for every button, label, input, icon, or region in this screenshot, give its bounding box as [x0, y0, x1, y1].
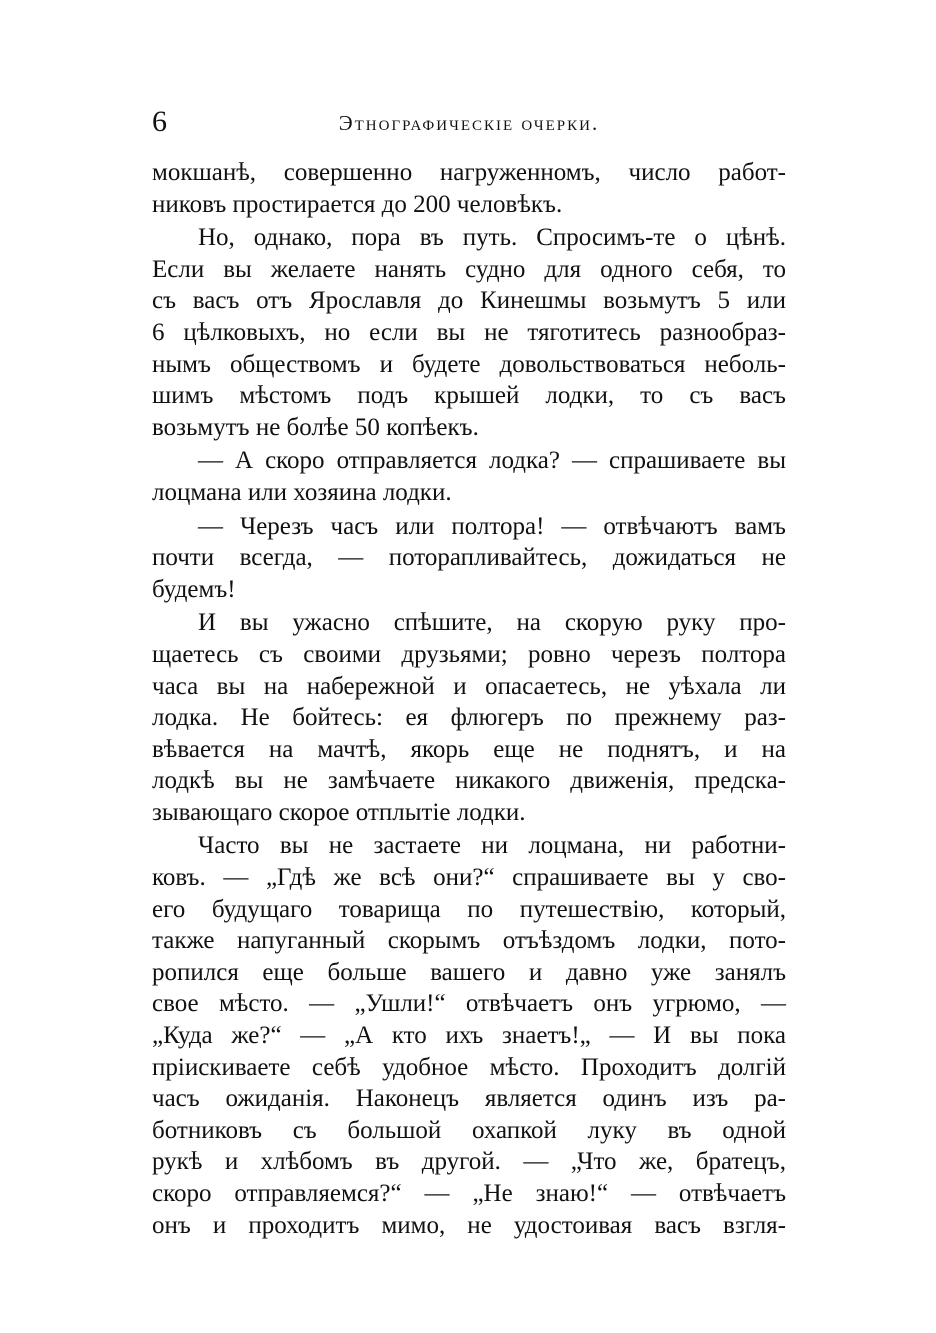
text-line: „Куда же?“ — „А кто ихъ знаетъ!„ — И вы пока [152, 1022, 786, 1050]
text-line: пріискиваете себѣ удобное мѣсто. Проходитъ долгій [152, 1053, 786, 1081]
page-number: 6 [152, 105, 167, 138]
text-line: рукѣ и хлѣбомъ въ другой. — „Что же, братецъ, [152, 1148, 786, 1176]
body-text [152, 157, 786, 1241]
text-line: почти всегда, — поторапливайтесь, дожидаться не [152, 544, 786, 572]
text-line: лодка. Не бойтесь: ея флюгеръ по прежнему раз- [152, 704, 786, 732]
text-line: И вы ужасно спѣшите, на скорую руку про- [198, 609, 786, 637]
text-line: Если вы желаете нанять судно для одного себя, то [152, 255, 786, 283]
text-line: шимъ мѣстомъ подъ крышей лодки, то съ васъ [152, 382, 786, 410]
running-title: Этнографическіе очерки. [338, 111, 600, 135]
text-line: — А скоро отправляется лодка? — спрашиваете вы [198, 447, 786, 475]
text-line: ропился еще больше вашего и давно уже занялъ [152, 958, 786, 986]
text-line: съ васъ отъ Ярославля до Кинешмы возьмутъ 5 или [152, 287, 786, 315]
text-line: онъ и проходитъ мимо, не удостоивая васъ взгля- [152, 1211, 786, 1239]
text-line: ботниковъ съ большой охапкой луку въ одной [152, 1116, 786, 1144]
text-line: его будущаго товарища по путешествію, который, [152, 895, 786, 923]
text-line: также напуганный скорымъ отъѣздомъ лодки, пото- [152, 927, 786, 955]
text-line: вѣвается на мачтѣ, якорь еще не поднятъ, и на [152, 735, 786, 763]
text-line: ковъ. — „Гдѣ же всѣ они?“ спрашиваете вы у сво- [152, 864, 786, 892]
text-line: — Черезъ часъ или полтора! — отвѣчаютъ вамъ [198, 512, 786, 540]
text-line: скоро отправляемся?“ — „Не знаю!“ — отвѣчаетъ [152, 1180, 786, 1207]
text-line: никовъ простирается до 200 человѣкъ. [152, 190, 563, 218]
text-line: возьмутъ не болѣе 50 копѣекъ. [152, 413, 479, 441]
text-line: щаетесь съ своими друзьями; ровно черезъ полтора [152, 640, 786, 668]
text-line: 6 цѣлковыхъ, но если вы не тяготитесь разнообраз- [152, 318, 786, 346]
text-line: Но, однако, пора въ путь. Спросимъ-те о цѣнѣ. [198, 224, 786, 252]
text-line: свое мѣсто. — „Ушли!“ отвѣчаетъ онъ угрюмо, — [152, 990, 786, 1018]
running-head [152, 104, 786, 140]
text-line: часа вы на набережной и опасаетесь, не уѣхала ли [152, 672, 786, 700]
text-line: зывающаго скорое отплытіе лодки. [152, 798, 526, 826]
text-line: Часто вы не застаете ни лоцмана, ни работни- [198, 832, 786, 860]
text-line: будемъ! [152, 575, 236, 603]
text-line: нымъ обществомъ и будете довольствоваться неболь- [152, 350, 786, 378]
text-line: часъ ожиданія. Наконецъ является одинъ изъ ра- [152, 1085, 786, 1113]
text-line: лодкѣ вы не замѣчаете никакого движенія, предска- [152, 767, 786, 795]
text-line: мокшанѣ, совершенно нагруженномъ, число работ- [152, 159, 786, 186]
text-line: лоцмана или хозяина лодки. [152, 478, 452, 506]
